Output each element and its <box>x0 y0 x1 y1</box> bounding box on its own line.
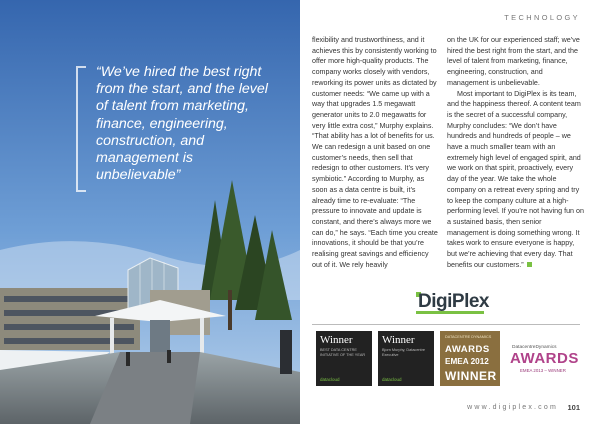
award-top: DATACENTRE DYNAMICS <box>445 335 492 339</box>
end-mark-icon <box>527 262 532 267</box>
pull-quote-text: “We’ve hired the best right from the start, and the level of talent from marketing, finance, engineering, construction, and management is unbelievable” <box>96 64 268 184</box>
digiplex-logo-text <box>418 291 489 313</box>
divider <box>312 324 580 325</box>
award-badge-dcd-2013 <box>506 331 580 386</box>
article-paragraph: flexibility and trustworthiness, and it achieves this by consistently working to offer more high-quality products. The company works closely with vendors, reworking its power units as dictated by customer needs: “We came up with a way that upgrades 1.5 megawatt generator units to 2.0 megawatts for very little extra cost,” Murphy explains. “That ability has a lot of benefits for us. We can redesign a unit based on one customer’s needs, then sell that redesign to other customers. It’s very symbiotic.” According to Murphy, as soon as a data centre is built, it’s already time to re-evaluate: “The pressure to innovate and update is constant, and there’s always more we can do,” he says. “Each time you create innovations, it should be that you’re realising great savings and efficiency out of it. We rely heavily <box>312 36 438 269</box>
award-brand: datacloud <box>320 377 340 382</box>
award-subtitle: BEST DATA CENTRE INITIATIVE OF THE YEAR <box>320 348 366 357</box>
award-badge-datacloud-1 <box>316 331 372 386</box>
pull-quote <box>78 64 278 184</box>
award-winner: WINNER <box>445 369 497 383</box>
article-page <box>300 0 600 424</box>
page-number: 101 <box>567 403 580 412</box>
article-paragraph-text: Most important to DigiPlex is its team, and the happiness thereof. A content team is the secret of a successful company, Murphy concludes: “We don’t have hundreds and hundreds of people – we have a much smaller team with an extremely high level of engaged spirit, and we work on that spirit, proactively, every day of the year. We take the whole company on a retreat every spring and try to keep the company culture at a high-performing level. If you’re not having fun on a sustained basis, then senior management is doing something wrong. It takes work to ensure everyone is happy, but we’re achieving that every day. That benefits our customers.” <box>447 89 584 269</box>
award-sub: EMEA 2013 – WINNER <box>520 368 566 373</box>
award-main: AWARDS <box>510 350 579 367</box>
award-subtitle: Bjorn Murphy, Datacentre Executive <box>382 348 425 357</box>
award-badge-datacloud-2 <box>378 331 434 386</box>
award-badge-dcd-2012 <box>440 331 500 386</box>
award-title: Winner <box>382 334 415 346</box>
article-column-2 <box>447 35 585 270</box>
article-column-1 <box>312 35 440 270</box>
logo-plex: Plex <box>451 291 489 312</box>
logo-digi: Digi <box>418 291 452 312</box>
award-title: Winner <box>320 334 353 346</box>
digiplex-logo <box>416 291 489 315</box>
article-paragraph <box>447 89 585 271</box>
award-main: AWARDS <box>445 344 490 355</box>
article-paragraph: on the UK for our experienced staff; we’ve hired the best right from the start, and the level of talent from marketing, finance, engineering, construction, and management is unbelievable. <box>447 36 580 87</box>
award-sub: EMEA 2012 <box>445 357 489 366</box>
award-brand: DatacentreDynamics <box>512 345 557 350</box>
award-brand: datacloud <box>382 377 402 382</box>
section-label: TECHNOLOGY <box>504 13 580 22</box>
footer-url[interactable]: www.digiplex.com <box>467 404 558 411</box>
